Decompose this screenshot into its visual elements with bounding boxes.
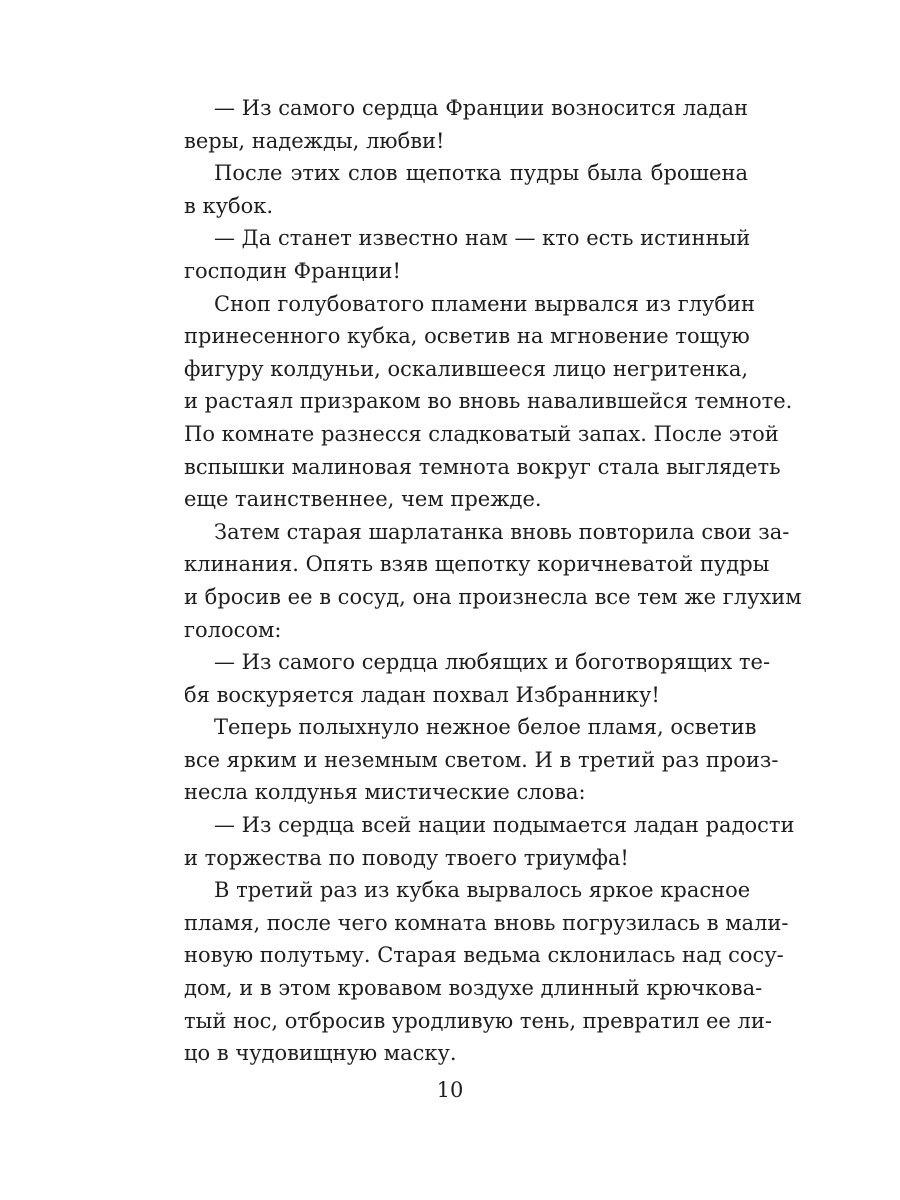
text-line: и бросив ее в сосуд, она произнесла все тем же глухим	[184, 584, 802, 609]
text-line: несла колдунья мистические слова:	[184, 780, 586, 805]
text-line: все ярким и неземным светом. И в третий раз произ-	[184, 747, 779, 772]
text-line: — Да станет известно нам — кто есть истинный	[214, 226, 751, 251]
text-line: новую полутьму. Старая ведьма склонилась над сосу-	[184, 943, 784, 968]
body-text	[184, 92, 802, 1070]
text-line: Затем старая шарлатанка вновь повторила свои за-	[214, 519, 790, 544]
text-line: клинания. Опять взяв щепотку коричневатой пудры	[184, 552, 770, 577]
text-line: пламя, после чего комната вновь погрузилась в мали-	[184, 910, 789, 935]
text-line: По комнате разнесся сладковатый запах. После этой	[184, 421, 779, 446]
text-line: бя воскуряется ладан похвал Избраннику!	[184, 682, 660, 707]
text-line: вспышки малиновая темнота вокруг стала выглядеть	[184, 454, 781, 479]
text-line: голосом:	[184, 617, 282, 642]
text-line: и растаял призраком во вновь навалившейся темноте.	[184, 389, 793, 414]
text-line: в кубок.	[184, 193, 274, 218]
text-line: цо в чудовищную маску.	[184, 1041, 457, 1066]
text-line: Теперь полыхнуло нежное белое пламя, осветив	[214, 715, 757, 740]
text-line: принесенного кубка, осветив на мгновение тощую	[184, 324, 750, 349]
text-line: — Из самого сердца Франции возносится ладан	[214, 96, 748, 120]
text-line: веры, надежды, любви!	[184, 128, 445, 153]
text-line: еще таинственнее, чем прежде.	[184, 487, 542, 512]
text-line: После этих слов щепотка пудры была брошена	[214, 161, 748, 186]
text-line: тый нос, отбросив уродливую тень, превратил ее ли-	[184, 1008, 772, 1033]
text-line: фигуру колдуньи, оскалившееся лицо негритенка,	[184, 356, 749, 381]
text-line: — Из самого сердца любящих и боготворящих те-	[214, 650, 771, 675]
text-line: — Из сердца всей нации подымается ладан радости	[214, 813, 795, 838]
text-line: и торжества по поводу твоего триумфа!	[184, 845, 629, 870]
text-line: В третий раз из кубка вырвалось яркое красное	[214, 878, 751, 903]
page-number: 10	[436, 1078, 464, 1102]
text-line: дом, и в этом кровавом воздухе длинный крючкова-	[184, 976, 763, 1001]
text-line: господин Франции!	[184, 258, 401, 283]
text-line: Сноп голубоватого пламени вырвался из глубин	[214, 291, 756, 316]
